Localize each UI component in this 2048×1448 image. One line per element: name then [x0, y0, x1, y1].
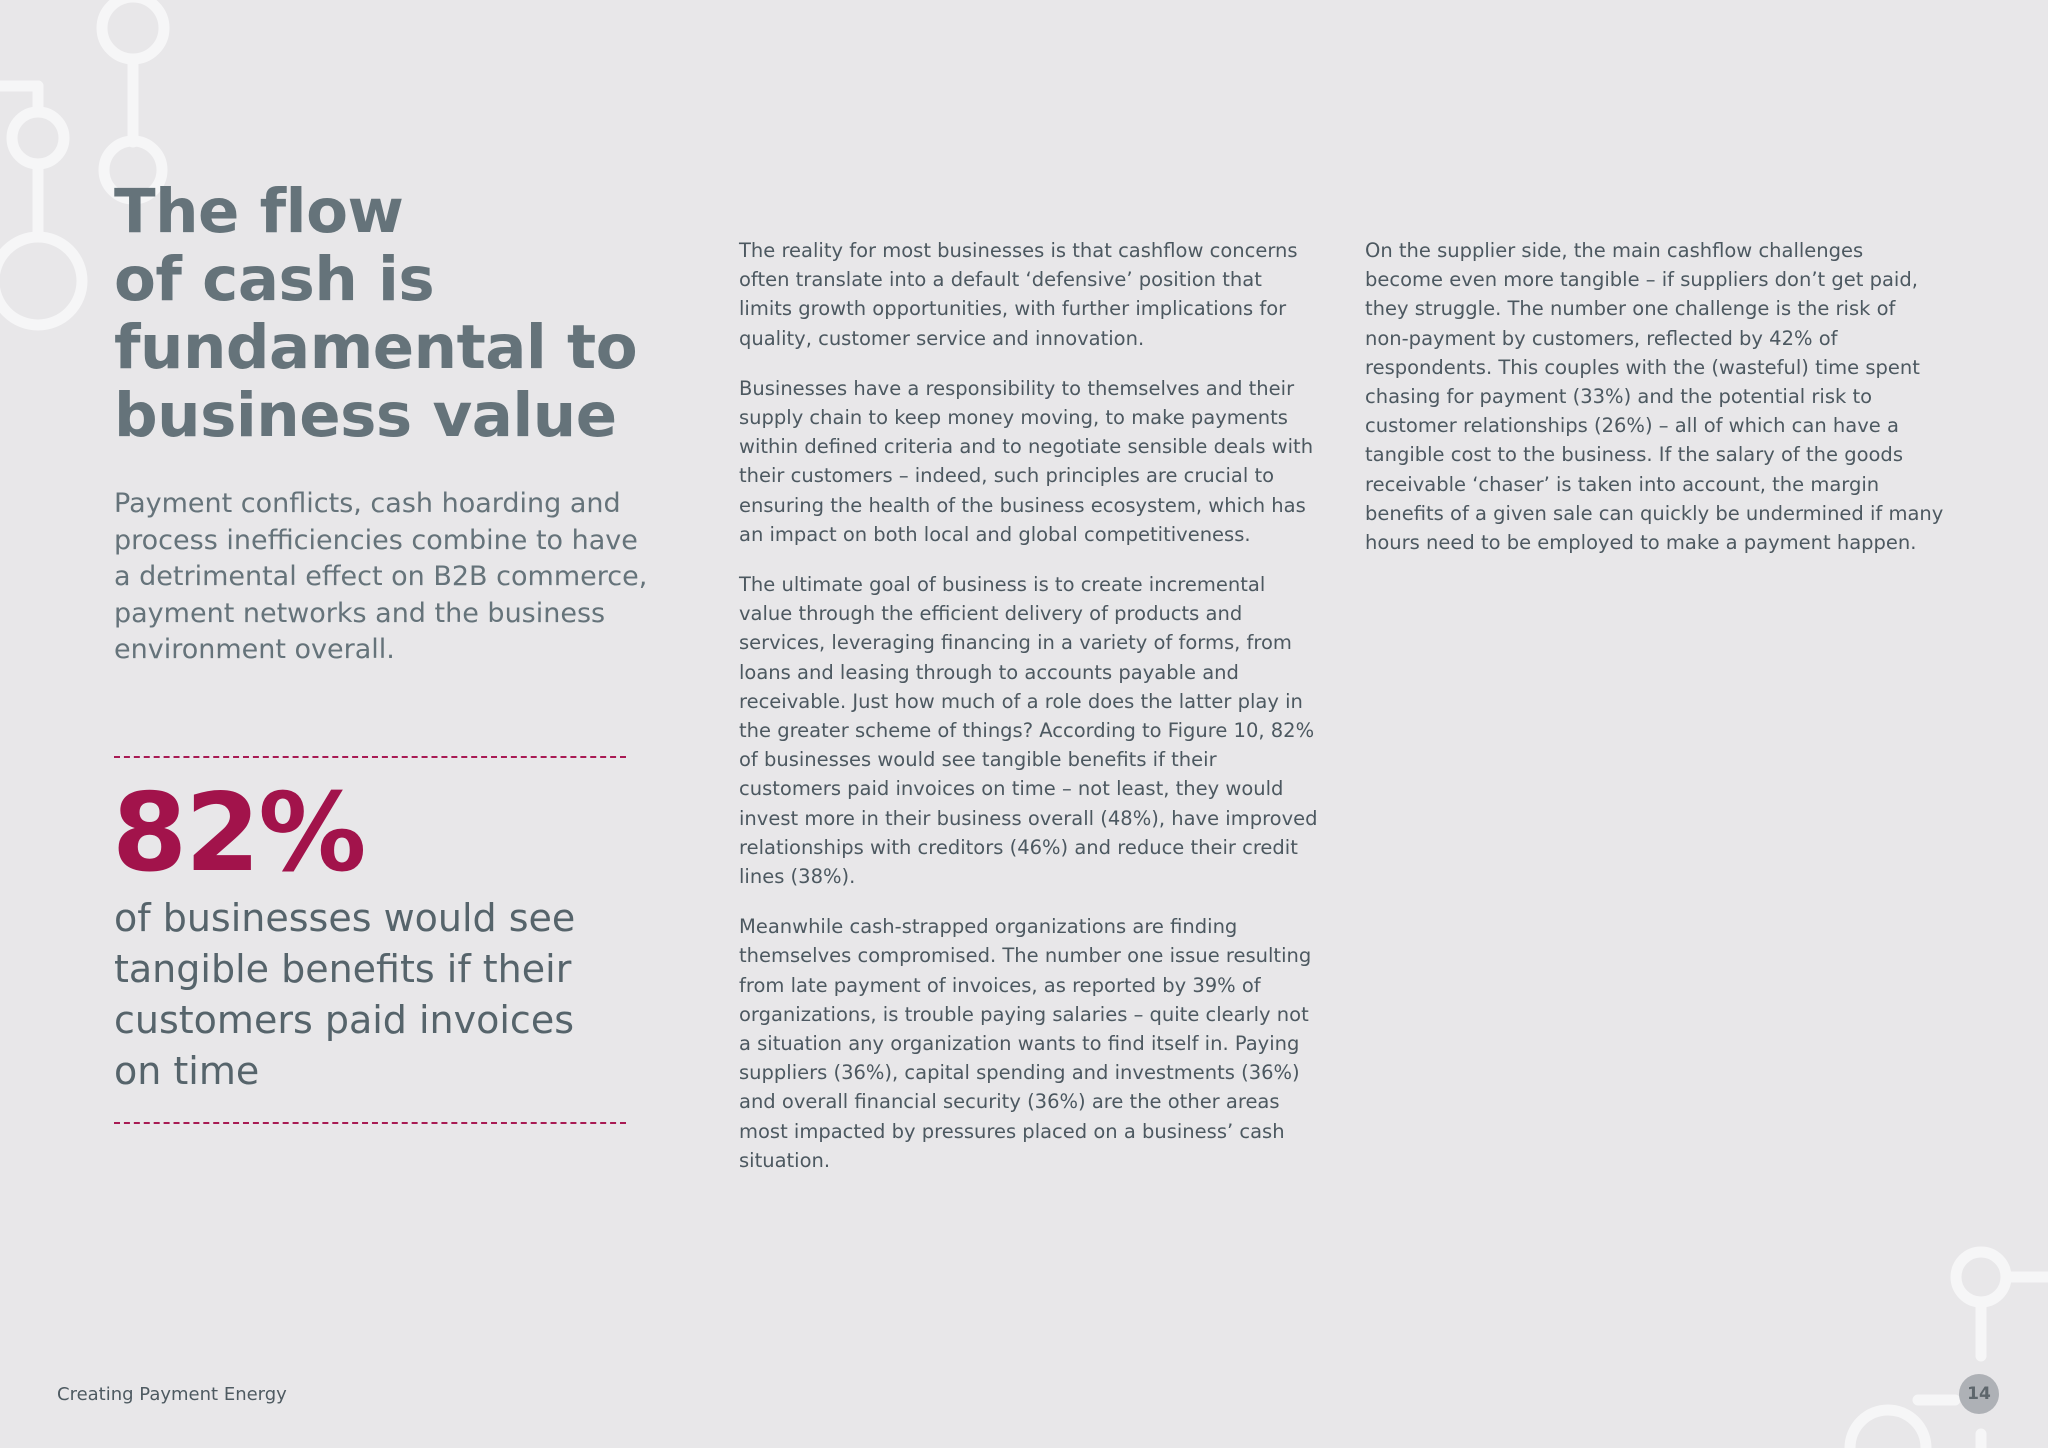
title-line: business value: [114, 380, 617, 451]
body-column-1: [739, 236, 1319, 1196]
circuit-node-icon: [12, 112, 64, 164]
stat-caption-line: customers paid invoices: [114, 998, 574, 1042]
title-line: The flow: [114, 176, 404, 247]
stat-caption: [114, 893, 634, 1097]
paragraph: Meanwhile cash-strapped organizations are finding themselves compromised. The number one issue resulting from late payment of invoices, as reported by 39% of organizations, is trouble paying salaries – quite clearly not a situation any organization wants to find itself in. Paying suppliers (36%), capital spending and investments (36%) and overall financial security (36%) are the other areas most impacted by pressures placed on a business’ cash situation.: [739, 915, 1312, 1172]
paragraph: The ultimate goal of business is to create incremental value through the efficient delivery of products and services, leveraging financing in a variety of forms, from loans and leasing through to accounts payable and receivable. Just how much of a role does the latter play in the greater scheme of things? According to Figure 10, 82% of businesses would see tangible benefits if their customers paid invoices on time – not least, they would invest more in their business overall (48%), have improved relationships with creditors (46%) and reduce their credit lines (38%).: [739, 573, 1318, 889]
paragraph: The reality for most businesses is that cashflow concerns often translate into a default ‘defensive’ position that limits growth opportunities, with further implications for quality, customer service and innovation.: [739, 239, 1298, 350]
intro-text: Payment conflicts, cash hoarding and process inefficiencies combine to have a detrimental effect on B2B commerce, payment networks and the business environment overall.: [114, 488, 648, 665]
stat-caption-line: of businesses would see: [114, 896, 576, 940]
page-number-badge: 14: [1959, 1374, 1999, 1414]
divider-top: [114, 756, 626, 758]
circuit-node-icon: [102, 0, 164, 59]
stat-caption-line: on time: [114, 1049, 260, 1093]
footer-publication-title: Creating Payment Energy: [57, 1384, 287, 1405]
circuit-node-icon: [1956, 1252, 2006, 1302]
stat-caption-line: tangible benefits if their: [114, 947, 572, 991]
title-line: of cash is: [114, 244, 435, 315]
divider-bottom: [114, 1122, 626, 1124]
title-line: fundamental to: [114, 312, 638, 383]
body-column-2: [1365, 236, 1945, 578]
page-title: [114, 178, 674, 450]
paragraph: Businesses have a responsibility to themselves and their supply chain to keep money moving, to make payments within defined criteria and to negotiate sensible deals with their customers – indeed, such principles are crucial to ensuring the health of the business ecosystem, which has an impact on both local and global competitiveness.: [739, 376, 1314, 546]
stat-value: 82%: [112, 771, 365, 896]
circuit-node-icon: [0, 237, 82, 325]
paragraph: On the supplier side, the main cashflow challenges become even more tangible – if suppliers don’t get paid, they struggle. The number one challenge is the risk of non-payment by customers, reflected by 42% of respondents. This couples with the (wasteful) time spent chasing for payment (33%) and the potential risk to customer relationships (26%) – all of which can have a tangible cost to the business. If the salary of the goods receivable ‘chaser’ is taken into account, the margin benefits of a given sale can quickly be undermined if many hours need to be employed to make a payment happen.: [1365, 239, 1944, 555]
